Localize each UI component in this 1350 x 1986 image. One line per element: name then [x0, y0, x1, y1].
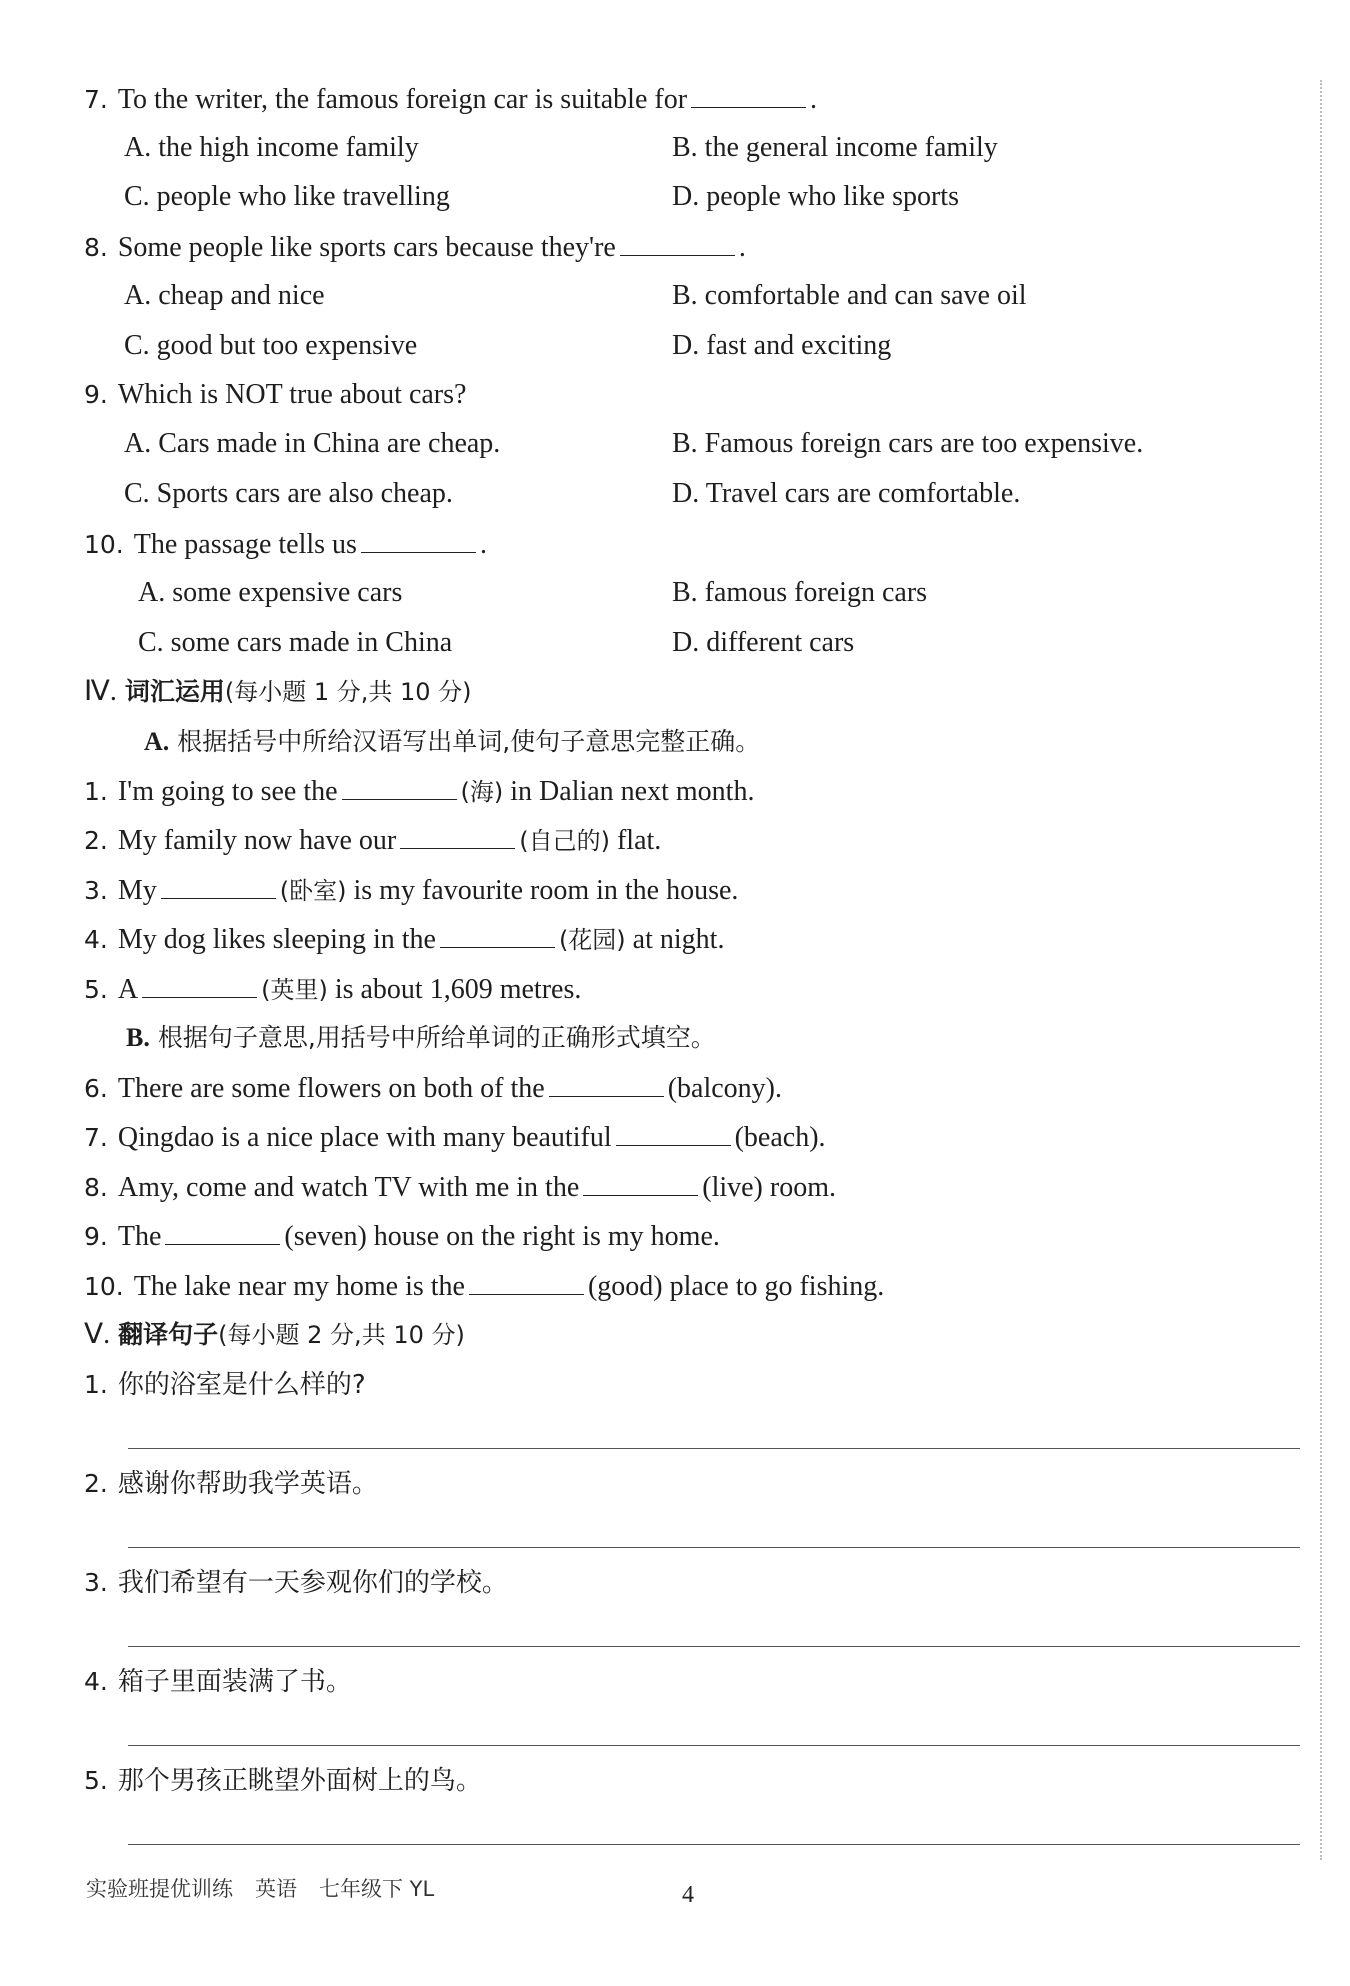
- option-b: B. famous foreign cars: [672, 577, 928, 608]
- part-b-instruction: B. 根据句子意思,用括号中所给单词的正确形式填空。: [126, 1023, 716, 1052]
- option-c: C. some cars made in China: [138, 627, 453, 658]
- mc-question-9: 9. Which is NOT true about cars?: [84, 379, 467, 410]
- section-heading-translation: Ⅴ. 翻译句子(每小题 2 分,共 10 分): [84, 1319, 465, 1350]
- vocab-item-1: 1. I'm going to see the (海) in Dalian next month.: [84, 771, 754, 812]
- vocab-item-9: 9. The (seven) house on the right is my home.: [84, 1216, 720, 1257]
- answer-blank[interactable]: [400, 820, 515, 849]
- option-a: A. cheap and nice: [124, 280, 325, 311]
- option-d: D. people who like sports: [672, 181, 959, 212]
- translation-item-5: 5. 那个男孩正眺望外面树上的鸟。: [84, 1766, 482, 1796]
- answer-blank[interactable]: [583, 1167, 698, 1196]
- answer-blank[interactable]: [620, 227, 735, 256]
- vocab-item-7: 7. Qingdao is a nice place with many beautiful (beach).: [84, 1117, 826, 1158]
- option-b: B. the general income family: [672, 132, 998, 163]
- option-d: D. different cars: [672, 627, 855, 658]
- mc-question-10: 10. The passage tells us .: [84, 524, 487, 565]
- answer-blank[interactable]: [616, 1117, 731, 1146]
- translation-item-4: 4. 箱子里面装满了书。: [84, 1667, 352, 1697]
- option-d: D. Travel cars are comfortable.: [672, 478, 1021, 509]
- page-footer: [86, 1874, 456, 1904]
- answer-blank[interactable]: [142, 969, 257, 998]
- translation-item-1: 1. 你的浴室是什么样的?: [84, 1370, 366, 1400]
- vocab-item-8: 8. Amy, come and watch TV with me in the (live) room.: [84, 1167, 836, 1208]
- answer-blank[interactable]: [549, 1068, 664, 1097]
- answer-blank[interactable]: [469, 1266, 584, 1295]
- option-c: C. Sports cars are also cheap.: [124, 478, 453, 509]
- answer-line[interactable]: [128, 1745, 1300, 1746]
- translation-item-2: 2. 感谢你帮助我学英语。: [84, 1469, 378, 1499]
- option-c: C. people who like travelling: [124, 181, 450, 212]
- option-a: A. Cars made in China are cheap.: [124, 428, 501, 459]
- grade-label: 七年级下 YL: [319, 1877, 435, 1901]
- answer-line[interactable]: [128, 1547, 1300, 1548]
- vocab-item-2: 2. My family now have our (自己的) flat.: [84, 820, 661, 861]
- book-title: 实验班提优训练: [86, 1877, 233, 1901]
- option-b: B. comfortable and can save oil: [672, 280, 1027, 311]
- answer-blank[interactable]: [161, 870, 276, 899]
- answer-line[interactable]: [128, 1646, 1300, 1647]
- translation-item-3: 3. 我们希望有一天参观你们的学校。: [84, 1568, 508, 1598]
- option-c: C. good but too expensive: [124, 330, 418, 361]
- option-b: B. Famous foreign cars are too expensive.: [672, 428, 1144, 459]
- answer-line[interactable]: [128, 1844, 1300, 1845]
- page-number: 4: [682, 1882, 694, 1908]
- subject-label: 英语: [255, 1877, 297, 1901]
- answer-blank[interactable]: [342, 771, 457, 800]
- option-a: A. some expensive cars: [138, 577, 403, 608]
- option-a: A. the high income family: [124, 132, 419, 163]
- mc-question-8: 8. Some people like sports cars because they're .: [84, 227, 746, 268]
- mc-question-7: 7. To the writer, the famous foreign car is suitable for .: [84, 79, 817, 120]
- answer-blank[interactable]: [361, 524, 476, 553]
- answer-blank[interactable]: [691, 79, 806, 108]
- answer-blank[interactable]: [165, 1216, 280, 1245]
- option-d: D. fast and exciting: [672, 330, 892, 361]
- vocab-item-3: 3. My (卧室) is my favourite room in the house.: [84, 870, 738, 911]
- answer-line[interactable]: [128, 1448, 1300, 1449]
- binding-dotted-rule: [1320, 80, 1322, 1860]
- vocab-item-4: 4. My dog likes sleeping in the (花园) at night.: [84, 919, 724, 960]
- section-heading-vocabulary: Ⅳ. 词汇运用(每小题 1 分,共 10 分): [84, 676, 472, 707]
- vocab-item-5: 5. A (英里) is about 1,609 metres.: [84, 969, 581, 1010]
- part-a-instruction: A. 根据括号中所给汉语写出单词,使句子意思完整正确。: [144, 727, 761, 756]
- vocab-item-10: 10. The lake near my home is the (good) place to go fishing.: [84, 1266, 884, 1307]
- vocab-item-6: 6. There are some flowers on both of the (balcony).: [84, 1068, 782, 1109]
- answer-blank[interactable]: [440, 919, 555, 948]
